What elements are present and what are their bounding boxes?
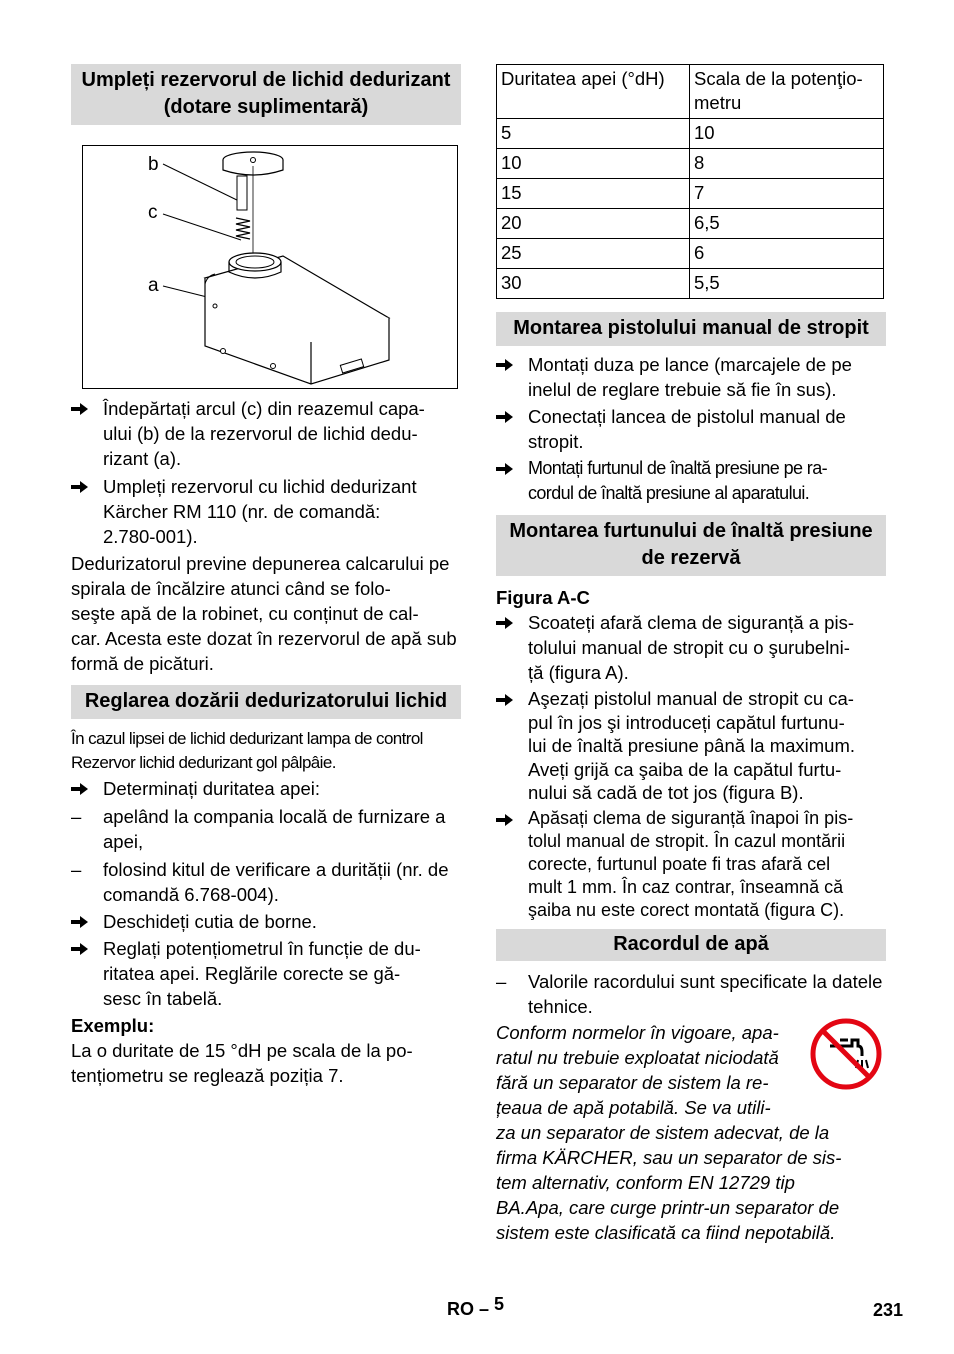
table-row: 20 6,5	[497, 209, 884, 239]
step-connect-lance: Conectați lancea de pistolul manual de stropit.	[496, 404, 886, 454]
table-row: 10 8	[497, 149, 884, 179]
softener-description: Dedurizatorul previne depunerea calcarului pe spirala de încălzire atunci când se folo- seşte apă de la robinet, cu conținut de cal- car. Acesta este dozat în rezervorul de apă sub formă de picături.	[71, 553, 457, 674]
figure-label-c: c	[148, 202, 158, 223]
example-label: Exemplu:	[71, 1015, 155, 1036]
hardness-table	[496, 64, 884, 299]
heading-water-connection: Racordul de apă	[496, 929, 886, 961]
heading-mount-spray-gun: Montarea pistolului manual de stropit	[496, 312, 886, 346]
table-row: 5 10	[497, 119, 884, 149]
arrow-right-icon	[496, 410, 514, 424]
arrow-right-icon	[71, 782, 89, 796]
step-mount-hose: Montați furtunul de înaltă presiune pe ra- cordul de înaltă presiune al aparatului.	[496, 456, 886, 506]
table-header-row	[497, 65, 884, 119]
step-open-terminal-box: Deschideți cutia de borne.	[71, 909, 461, 934]
example-text: La o duritate de 15 °dH pe scala de la po- tențiometru se reglează poziția 7.	[71, 1040, 413, 1086]
arrow-right-icon	[496, 813, 514, 827]
step-mount-nozzle: Montați duza pe lance (marcajele de pe inelul de reglare trebuie să fie în sus).	[496, 352, 886, 402]
right-column	[496, 64, 886, 1245]
warning-lamp-note: În cazul lipsei de lichid dedurizant lampa de control Rezervor lichid dedurizant gol pâlpâie.	[71, 729, 423, 772]
arrow-right-icon	[496, 693, 514, 707]
arrow-right-icon	[71, 915, 89, 929]
arrow-right-icon	[71, 402, 89, 416]
table-row: 30 5,5	[497, 269, 884, 299]
heading-fill-softener-tank: Umpleți rezervorul de lichid dedurizant (dotare suplimentară)	[71, 64, 461, 125]
page-number: 231	[873, 1300, 904, 1320]
step-press-clip: Apăsați clema de siguranță înapoi în pis- tolul manual de stropit. În cazul montării corecte, furtunul poate fi tras afară cel mult 1 mm. În caz contrar, înseamnă că şaiba nu este corect montată (figura C).	[496, 807, 886, 922]
step-determine-hardness: Determinați duritatea apei:	[71, 776, 461, 801]
dash-item-connection-values: – Valorile racordului sunt specificate la datele tehnice.	[496, 970, 883, 1017]
arrow-right-icon	[496, 358, 514, 372]
table-header-scale: Scala de la potenţio- metru	[690, 65, 884, 119]
arrow-right-icon	[71, 480, 89, 494]
table-header-hardness: Duritatea apei (°dH)	[497, 65, 690, 119]
softener-tank-figure	[82, 145, 458, 389]
table-row: 25 6	[497, 239, 884, 269]
dash-item-water-company: – apelând la compania locală de furnizare a apei,	[71, 806, 446, 852]
arrow-right-icon	[71, 942, 89, 956]
step-remove-clip: Scoateți afară clema de siguranță a pis- tolului manual de stropit cu o şurubelni- ță (figura A).	[496, 610, 886, 685]
arrow-right-icon	[496, 616, 514, 630]
table-row: 15 7	[497, 179, 884, 209]
figure-reference: Figura A-C	[496, 587, 590, 608]
heading-adjust-dosing: Reglarea dozării dedurizatorului lichid	[71, 685, 461, 719]
system-separator-note: Conform normelor în vigoare, apa- ratul nu trebuie exploatat niciodată fără un separator de sistem la re- țeaua de apă potabilă. Se va utili- za un separator de sistem adecvat, de la firma KÄRCHER, sau un separator de sis- tem alternativ, conform EN 12729 tip BA.Apa, care curge printr-un separator de sistem este clasificată ca fiind nepotabilă.	[496, 1020, 886, 1245]
step-insert-hose: Aşezați pistolul manual de stropit cu ca- pul în jos şi introduceți capătul furtunu- lui de înaltă presiune până la maximum. Aveți grijă ca şaiba de la capătul furtu- nului să cadă de tot jos (figura B).	[496, 687, 886, 805]
left-column	[71, 64, 461, 1088]
no-drinking-water-connection-icon	[808, 1016, 884, 1092]
step-adjust-potentiometer: Reglați potențiometrul în funcție de du- ritatea apei. Reglările corecte se gă- sesc în tabelă.	[71, 936, 461, 1011]
figure-label-a: a	[148, 275, 159, 296]
figure-label-b: b	[148, 154, 159, 175]
step-remove-spring: Îndepărtați arcul (c) din reazemul capa- ului (b) de la rezervorul de lichid dedu- rizant (a).	[71, 396, 461, 471]
dash-item-test-kit: – folosind kitul de verificare a durității (nr. de comandă 6.768-004).	[71, 859, 449, 905]
footer-section-label: RO – 5	[447, 1294, 505, 1319]
arrow-right-icon	[496, 462, 514, 476]
heading-spare-hose: Montarea furtunului de înaltă presiune de rezervă	[496, 515, 886, 576]
step-fill-tank: Umpleți rezervorul cu lichid dedurizant Kärcher RM 110 (nr. de comandă: 2.780-001).	[71, 474, 461, 549]
softener-tank-illustration	[83, 146, 459, 390]
